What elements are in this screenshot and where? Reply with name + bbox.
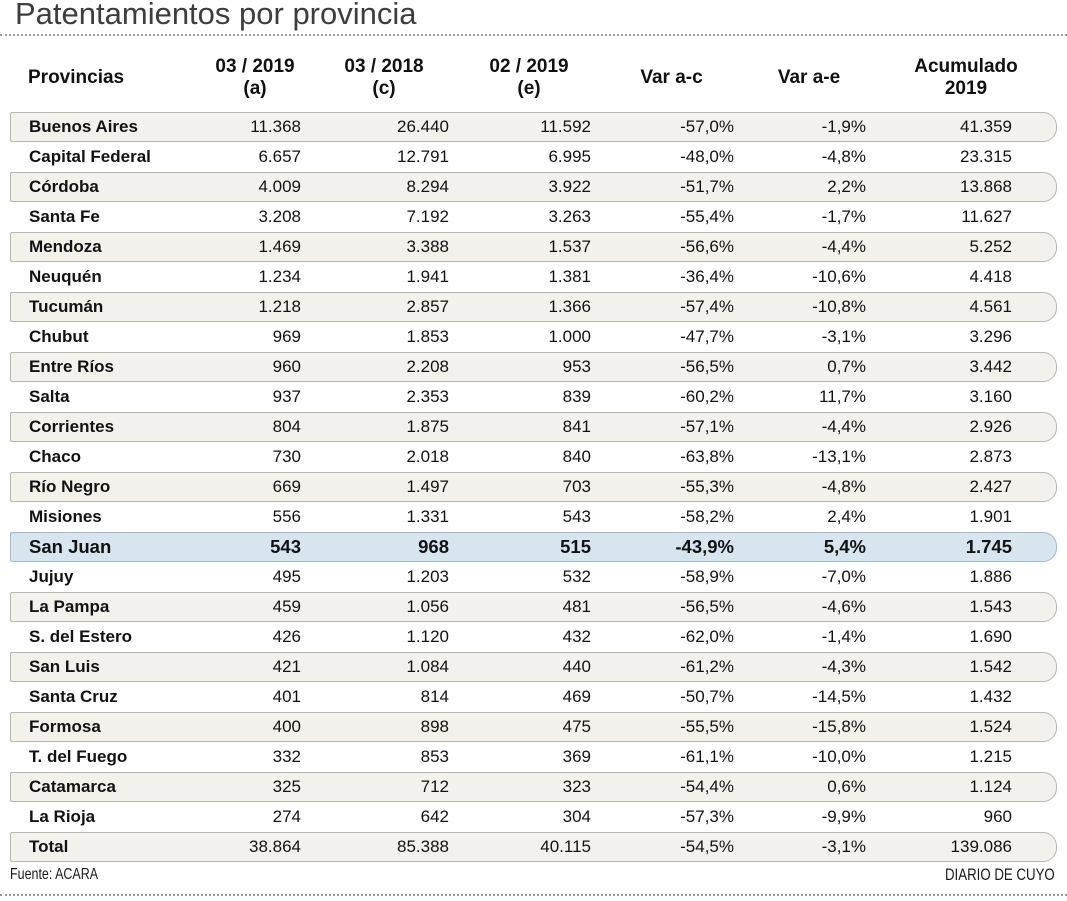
province-name: Mendoza bbox=[29, 237, 102, 256]
cell-c: 85.388 bbox=[397, 837, 449, 856]
table-row bbox=[10, 142, 1057, 172]
cell-c: 1.497 bbox=[406, 477, 449, 496]
cell-var_ac: -60,2% bbox=[680, 387, 734, 406]
cell-c: 1.331 bbox=[406, 507, 449, 526]
cell-var_ac: -43,9% bbox=[675, 536, 734, 557]
cell-var_ae: -13,1% bbox=[812, 447, 866, 466]
cell-e: 475 bbox=[562, 717, 591, 736]
cell-a: 401 bbox=[272, 687, 301, 706]
province-name: La Rioja bbox=[29, 807, 96, 826]
cell-var_ae: -10,8% bbox=[812, 297, 866, 316]
column-header-provincias: Provincias bbox=[28, 67, 125, 88]
table-row bbox=[10, 352, 1057, 382]
cell-var_ac: -56,6% bbox=[680, 237, 734, 256]
cell-a: 1.234 bbox=[258, 267, 301, 286]
cell-e: 1.537 bbox=[548, 237, 591, 256]
cell-acum: 5.252 bbox=[969, 237, 1012, 256]
table-row bbox=[10, 292, 1057, 322]
table-row-highlighted bbox=[10, 532, 1057, 562]
cell-var_ae: -4,8% bbox=[821, 477, 866, 496]
province-name: Santa Cruz bbox=[29, 687, 118, 706]
top-dotted-divider bbox=[0, 34, 1067, 36]
cell-e: 703 bbox=[562, 477, 591, 496]
cell-var_ae: -4,4% bbox=[821, 237, 866, 256]
cell-var_ae: 0,7% bbox=[827, 357, 866, 376]
province-name: Salta bbox=[29, 387, 70, 406]
cell-acum: 960 bbox=[983, 807, 1012, 826]
cell-c: 1.084 bbox=[406, 657, 449, 676]
cell-var_ac: -57,3% bbox=[680, 807, 734, 826]
cell-a: 969 bbox=[272, 327, 301, 346]
cell-acum: 3.442 bbox=[969, 357, 1012, 376]
cell-acum: 1.543 bbox=[969, 597, 1012, 616]
cell-acum: 2.926 bbox=[969, 417, 1012, 436]
table-header-row bbox=[10, 44, 1057, 112]
cell-var_ae: 5,4% bbox=[823, 536, 866, 557]
table-row bbox=[10, 742, 1057, 772]
cell-a: 1.218 bbox=[258, 297, 301, 316]
province-name: Corrientes bbox=[29, 417, 115, 436]
table-row bbox=[10, 682, 1057, 712]
cell-a: 459 bbox=[272, 597, 301, 616]
cell-var_ac: -50,7% bbox=[680, 687, 734, 706]
table-row bbox=[10, 772, 1057, 802]
cell-var_ac: -57,1% bbox=[680, 417, 734, 436]
province-name: San Luis bbox=[29, 657, 100, 676]
province-name: San Juan bbox=[29, 536, 112, 557]
table-row bbox=[10, 832, 1057, 862]
cell-var_ac: -62,0% bbox=[680, 627, 734, 646]
cell-c: 26.440 bbox=[397, 117, 449, 136]
cell-var_ae: -4,6% bbox=[821, 597, 866, 616]
table-row bbox=[10, 502, 1057, 532]
cell-c: 1.941 bbox=[406, 267, 449, 286]
table-row bbox=[10, 622, 1057, 652]
cell-a: 937 bbox=[272, 387, 301, 406]
cell-a: 325 bbox=[272, 777, 301, 796]
cell-c: 1.120 bbox=[406, 627, 449, 646]
cell-var_ac: -55,4% bbox=[680, 207, 734, 226]
cell-var_ae: -10,6% bbox=[812, 267, 866, 286]
province-name: Capital Federal bbox=[29, 147, 151, 166]
cell-acum: 4.418 bbox=[969, 267, 1012, 286]
cell-c: 853 bbox=[420, 747, 449, 766]
cell-a: 11.368 bbox=[250, 117, 301, 136]
cell-var_ac: -58,9% bbox=[680, 567, 734, 586]
cell-a: 669 bbox=[272, 477, 301, 496]
cell-a: 3.208 bbox=[258, 207, 301, 226]
column-header: 02 / 2019 (e) bbox=[489, 56, 569, 99]
table-row bbox=[10, 472, 1057, 502]
cell-e: 841 bbox=[562, 417, 591, 436]
cell-a: 332 bbox=[272, 747, 301, 766]
cell-acum: 1.886 bbox=[969, 567, 1012, 586]
cell-c: 12.791 bbox=[397, 147, 449, 166]
cell-var_ae: -10,0% bbox=[812, 747, 866, 766]
publisher-credit: DIARIO DE CUYO bbox=[945, 865, 1055, 884]
cell-e: 1.366 bbox=[548, 297, 591, 316]
column-header: Var a-e bbox=[777, 67, 841, 88]
cell-e: 543 bbox=[562, 507, 591, 526]
cell-var_ac: -54,4% bbox=[680, 777, 734, 796]
cell-a: 495 bbox=[272, 567, 301, 586]
cell-var_ae: -4,3% bbox=[821, 657, 866, 676]
cell-var_ac: -57,4% bbox=[680, 297, 734, 316]
province-name: Total bbox=[29, 837, 69, 856]
province-name: Tucumán bbox=[29, 297, 104, 316]
page-title: Patentamientos por provincia bbox=[15, 0, 417, 31]
cell-e: 953 bbox=[562, 357, 591, 376]
column-header: 03 / 2019 (a) bbox=[215, 56, 295, 99]
cell-var_ac: -55,5% bbox=[680, 717, 734, 736]
table-row bbox=[10, 382, 1057, 412]
cell-c: 2.353 bbox=[406, 387, 449, 406]
cell-e: 440 bbox=[562, 657, 591, 676]
cell-acum: 1.745 bbox=[965, 536, 1012, 557]
table-row bbox=[10, 262, 1057, 292]
cell-a: 6.657 bbox=[258, 147, 301, 166]
table-row bbox=[10, 442, 1057, 472]
cell-var_ae: 2,4% bbox=[827, 507, 866, 526]
province-name: Córdoba bbox=[29, 177, 99, 196]
table-row bbox=[10, 322, 1057, 352]
cell-a: 274 bbox=[272, 807, 301, 826]
cell-e: 1.000 bbox=[548, 327, 591, 346]
cell-c: 712 bbox=[420, 777, 449, 796]
cell-var_ae: -9,9% bbox=[821, 807, 866, 826]
cell-var_ae: -1,4% bbox=[821, 627, 866, 646]
cell-var_ac: -58,2% bbox=[680, 507, 734, 526]
cell-e: 469 bbox=[562, 687, 591, 706]
cell-c: 2.018 bbox=[406, 447, 449, 466]
cell-var_ae: -3,1% bbox=[821, 837, 866, 856]
cell-var_ac: -63,8% bbox=[680, 447, 734, 466]
cell-acum: 1.690 bbox=[969, 627, 1012, 646]
cell-a: 400 bbox=[272, 717, 301, 736]
cell-var_ac: -36,4% bbox=[680, 267, 734, 286]
cell-acum: 1.901 bbox=[969, 507, 1012, 526]
cell-acum: 1.432 bbox=[969, 687, 1012, 706]
province-name: T. del Fuego bbox=[29, 747, 128, 766]
cell-var_ac: -54,5% bbox=[680, 837, 734, 856]
cell-c: 7.192 bbox=[406, 207, 449, 226]
province-name: S. del Estero bbox=[29, 627, 132, 646]
table-body bbox=[10, 112, 1057, 862]
province-name: Buenos Aires bbox=[29, 117, 138, 136]
cell-var_ae: 0,6% bbox=[827, 777, 866, 796]
cell-e: 3.263 bbox=[548, 207, 591, 226]
cell-a: 426 bbox=[272, 627, 301, 646]
cell-e: 481 bbox=[562, 597, 591, 616]
cell-a: 38.864 bbox=[249, 837, 301, 856]
table-row bbox=[10, 112, 1057, 142]
cell-c: 1.875 bbox=[406, 417, 449, 436]
cell-acum: 1.124 bbox=[969, 777, 1012, 796]
cell-var_ae: -14,5% bbox=[812, 687, 866, 706]
column-header: 03 / 2018 (c) bbox=[344, 56, 424, 99]
cell-acum: 2.427 bbox=[969, 477, 1012, 496]
cell-var_ac: -48,0% bbox=[680, 147, 734, 166]
cell-acum: 139.086 bbox=[950, 837, 1012, 856]
cell-acum: 4.561 bbox=[969, 297, 1012, 316]
province-name: Formosa bbox=[29, 717, 101, 736]
table-row bbox=[10, 712, 1057, 742]
cell-c: 642 bbox=[420, 807, 449, 826]
table-row bbox=[10, 232, 1057, 262]
cell-e: 515 bbox=[560, 536, 591, 557]
table-row bbox=[10, 562, 1057, 592]
cell-var_ae: -4,4% bbox=[821, 417, 866, 436]
cell-var_ae: -7,0% bbox=[821, 567, 866, 586]
cell-e: 304 bbox=[562, 807, 591, 826]
cell-e: 3.922 bbox=[548, 177, 591, 196]
bottom-dotted-divider bbox=[0, 894, 1067, 896]
cell-c: 1.853 bbox=[406, 327, 449, 346]
cell-var_ac: -51,7% bbox=[680, 177, 734, 196]
province-name: Chubut bbox=[29, 327, 89, 346]
cell-a: 421 bbox=[272, 657, 301, 676]
patentamientos-table bbox=[10, 44, 1057, 862]
cell-a: 556 bbox=[272, 507, 301, 526]
cell-acum: 23.315 bbox=[960, 147, 1012, 166]
cell-acum: 41.359 bbox=[960, 117, 1012, 136]
province-name: Neuquén bbox=[29, 267, 102, 286]
cell-c: 1.203 bbox=[406, 567, 449, 586]
cell-var_ac: -47,7% bbox=[680, 327, 734, 346]
table-row bbox=[10, 652, 1057, 682]
cell-var_ac: -56,5% bbox=[680, 597, 734, 616]
cell-a: 1.469 bbox=[258, 237, 301, 256]
province-name: Entre Ríos bbox=[29, 357, 115, 376]
cell-c: 3.388 bbox=[406, 237, 449, 256]
table-row bbox=[10, 412, 1057, 442]
cell-e: 323 bbox=[562, 777, 591, 796]
cell-c: 814 bbox=[420, 687, 449, 706]
cell-acum: 1.542 bbox=[969, 657, 1012, 676]
province-name: Río Negro bbox=[29, 477, 111, 496]
cell-var_ac: -61,2% bbox=[680, 657, 734, 676]
cell-a: 730 bbox=[272, 447, 301, 466]
cell-acum: 3.296 bbox=[969, 327, 1012, 346]
cell-acum: 11.627 bbox=[961, 207, 1012, 226]
cell-var_ae: 2,2% bbox=[827, 177, 866, 196]
table-row bbox=[10, 592, 1057, 622]
column-header: Acumulado 2019 bbox=[914, 56, 1018, 99]
cell-e: 11.592 bbox=[540, 117, 591, 136]
cell-a: 4.009 bbox=[258, 177, 301, 196]
table-row bbox=[10, 172, 1057, 202]
column-header: Var a-c bbox=[640, 67, 703, 88]
cell-c: 1.056 bbox=[406, 597, 449, 616]
cell-e: 6.995 bbox=[548, 147, 591, 166]
province-name: La Pampa bbox=[29, 597, 110, 616]
cell-var_ac: -57,0% bbox=[680, 117, 734, 136]
cell-acum: 13.868 bbox=[960, 177, 1012, 196]
cell-e: 840 bbox=[562, 447, 591, 466]
cell-var_ae: -3,1% bbox=[821, 327, 866, 346]
cell-c: 2.208 bbox=[406, 357, 449, 376]
cell-var_ae: -15,8% bbox=[812, 717, 866, 736]
cell-var_ac: -56,5% bbox=[680, 357, 734, 376]
cell-var_ae: 11,7% bbox=[819, 387, 866, 406]
cell-a: 543 bbox=[270, 536, 301, 557]
cell-var_ae: -1,7% bbox=[821, 207, 866, 226]
province-name: Misiones bbox=[29, 507, 102, 526]
cell-var_ae: -1,9% bbox=[821, 117, 866, 136]
cell-var_ac: -61,1% bbox=[680, 747, 734, 766]
province-name: Catamarca bbox=[29, 777, 116, 796]
cell-var_ae: -4,8% bbox=[821, 147, 866, 166]
cell-a: 960 bbox=[272, 357, 301, 376]
source-credit: Fuente: ACARA bbox=[10, 866, 99, 883]
cell-var_ac: -55,3% bbox=[680, 477, 734, 496]
cell-e: 432 bbox=[562, 627, 591, 646]
cell-acum: 2.873 bbox=[969, 447, 1012, 466]
cell-e: 839 bbox=[562, 387, 591, 406]
table-row bbox=[10, 802, 1057, 832]
province-name: Chaco bbox=[29, 447, 81, 466]
cell-acum: 3.160 bbox=[969, 387, 1012, 406]
cell-acum: 1.524 bbox=[969, 717, 1012, 736]
cell-e: 1.381 bbox=[548, 267, 591, 286]
province-name: Santa Fe bbox=[29, 207, 100, 226]
cell-c: 968 bbox=[418, 536, 449, 557]
cell-c: 8.294 bbox=[406, 177, 449, 196]
province-name: Jujuy bbox=[29, 567, 74, 586]
cell-e: 369 bbox=[562, 747, 591, 766]
cell-a: 804 bbox=[272, 417, 301, 436]
cell-e: 40.115 bbox=[540, 837, 591, 856]
cell-acum: 1.215 bbox=[969, 747, 1012, 766]
table-row bbox=[10, 202, 1057, 232]
cell-c: 2.857 bbox=[406, 297, 449, 316]
cell-e: 532 bbox=[562, 567, 591, 586]
cell-c: 898 bbox=[420, 717, 449, 736]
